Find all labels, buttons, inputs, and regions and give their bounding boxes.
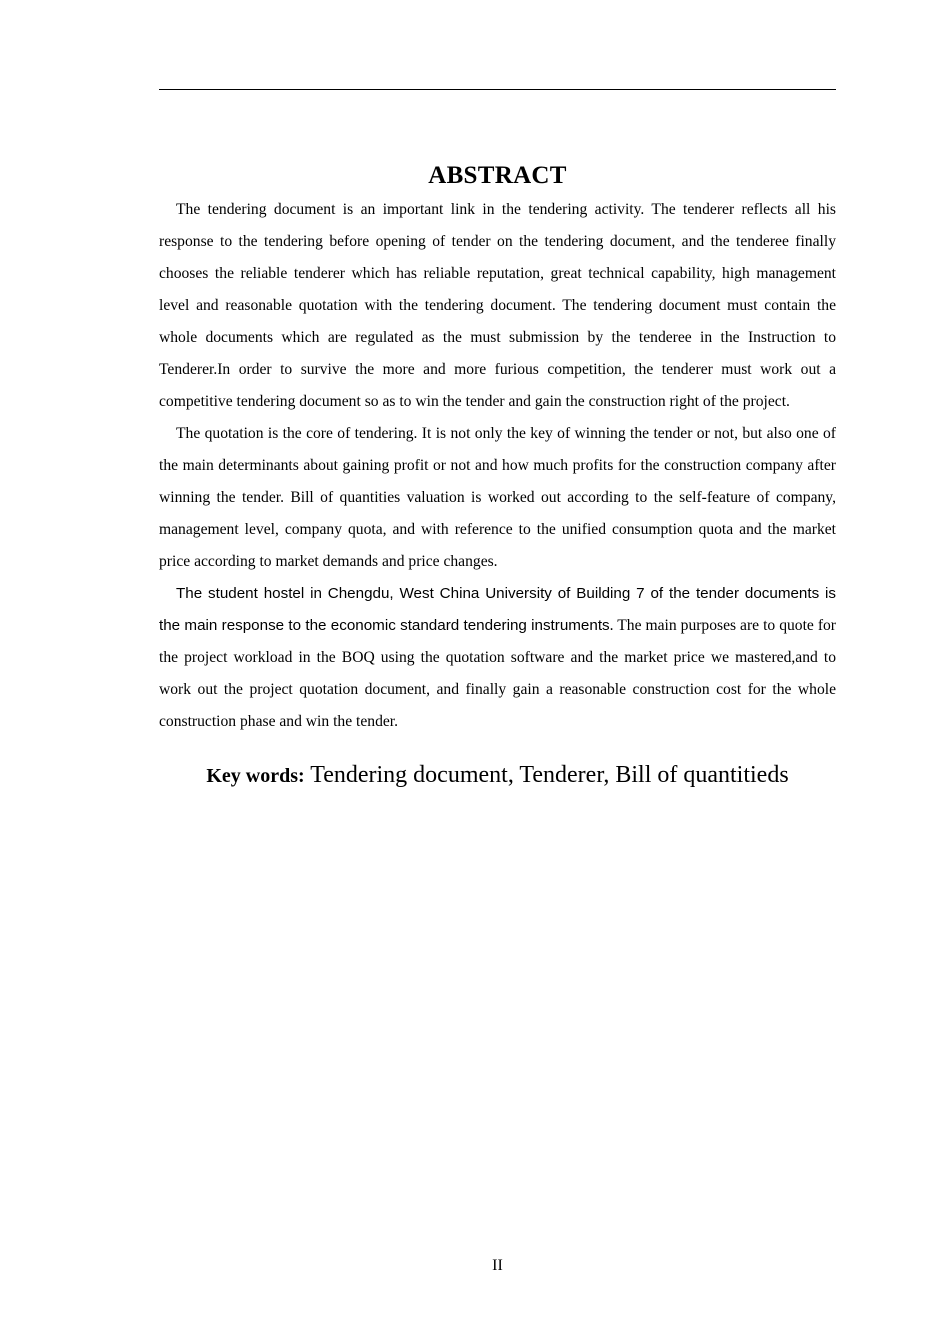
paragraph-3-serif-text: . The main purposes are to quote for the project workload in the BOQ using the quotation software and the market price we mastered,and to work out the project quotation document, and finally gain a reasonable construction cost for the whole construction phase and win the tender. bbox=[159, 617, 836, 730]
abstract-paragraph-3 bbox=[159, 578, 836, 738]
keywords-line bbox=[159, 756, 836, 797]
abstract-paragraph-1: The tendering document is an important link in the tendering activity. The tenderer reflects all his response to the tendering before opening of tender on the tendering document, and the tenderee finally chooses the reliable tenderer which has reliable reputation, great technical capability, high management level and reasonable quotation with the tendering document. The tendering document must contain the whole documents which are regulated as the must submission by the tenderee in the Instruction to Tenderer.In order to survive the more and more furious competition, the tenderer must work out a competitive tendering document so as to win the tender and gain the construction right of the project. bbox=[159, 201, 836, 410]
page-number: II bbox=[492, 1257, 503, 1274]
abstract-paragraph-2: The quotation is the core of tendering. It is not only the key of winning the tender or not, but also one of the main determinants about gaining profit or not and how much profits for the construction company after winning the tender. Bill of quantities valuation is worked out according to the self-feature of company, management level, company quota, and with reference to the unified consumption quota and the market price according to market demands and price changes. bbox=[159, 425, 836, 570]
abstract-title: ABSTRACT bbox=[428, 162, 567, 189]
paragraph-3-sans-text: The student hostel in Chengdu, West China University of Building 7 of the tender documents is the main response to the economic standard tendering instruments bbox=[159, 585, 836, 634]
header-rule bbox=[159, 89, 836, 90]
keywords-text: Tendering document, Tenderer, Bill of quantitieds bbox=[304, 762, 789, 788]
keywords-label: Key words: bbox=[206, 765, 305, 787]
abstract-section bbox=[159, 158, 836, 797]
